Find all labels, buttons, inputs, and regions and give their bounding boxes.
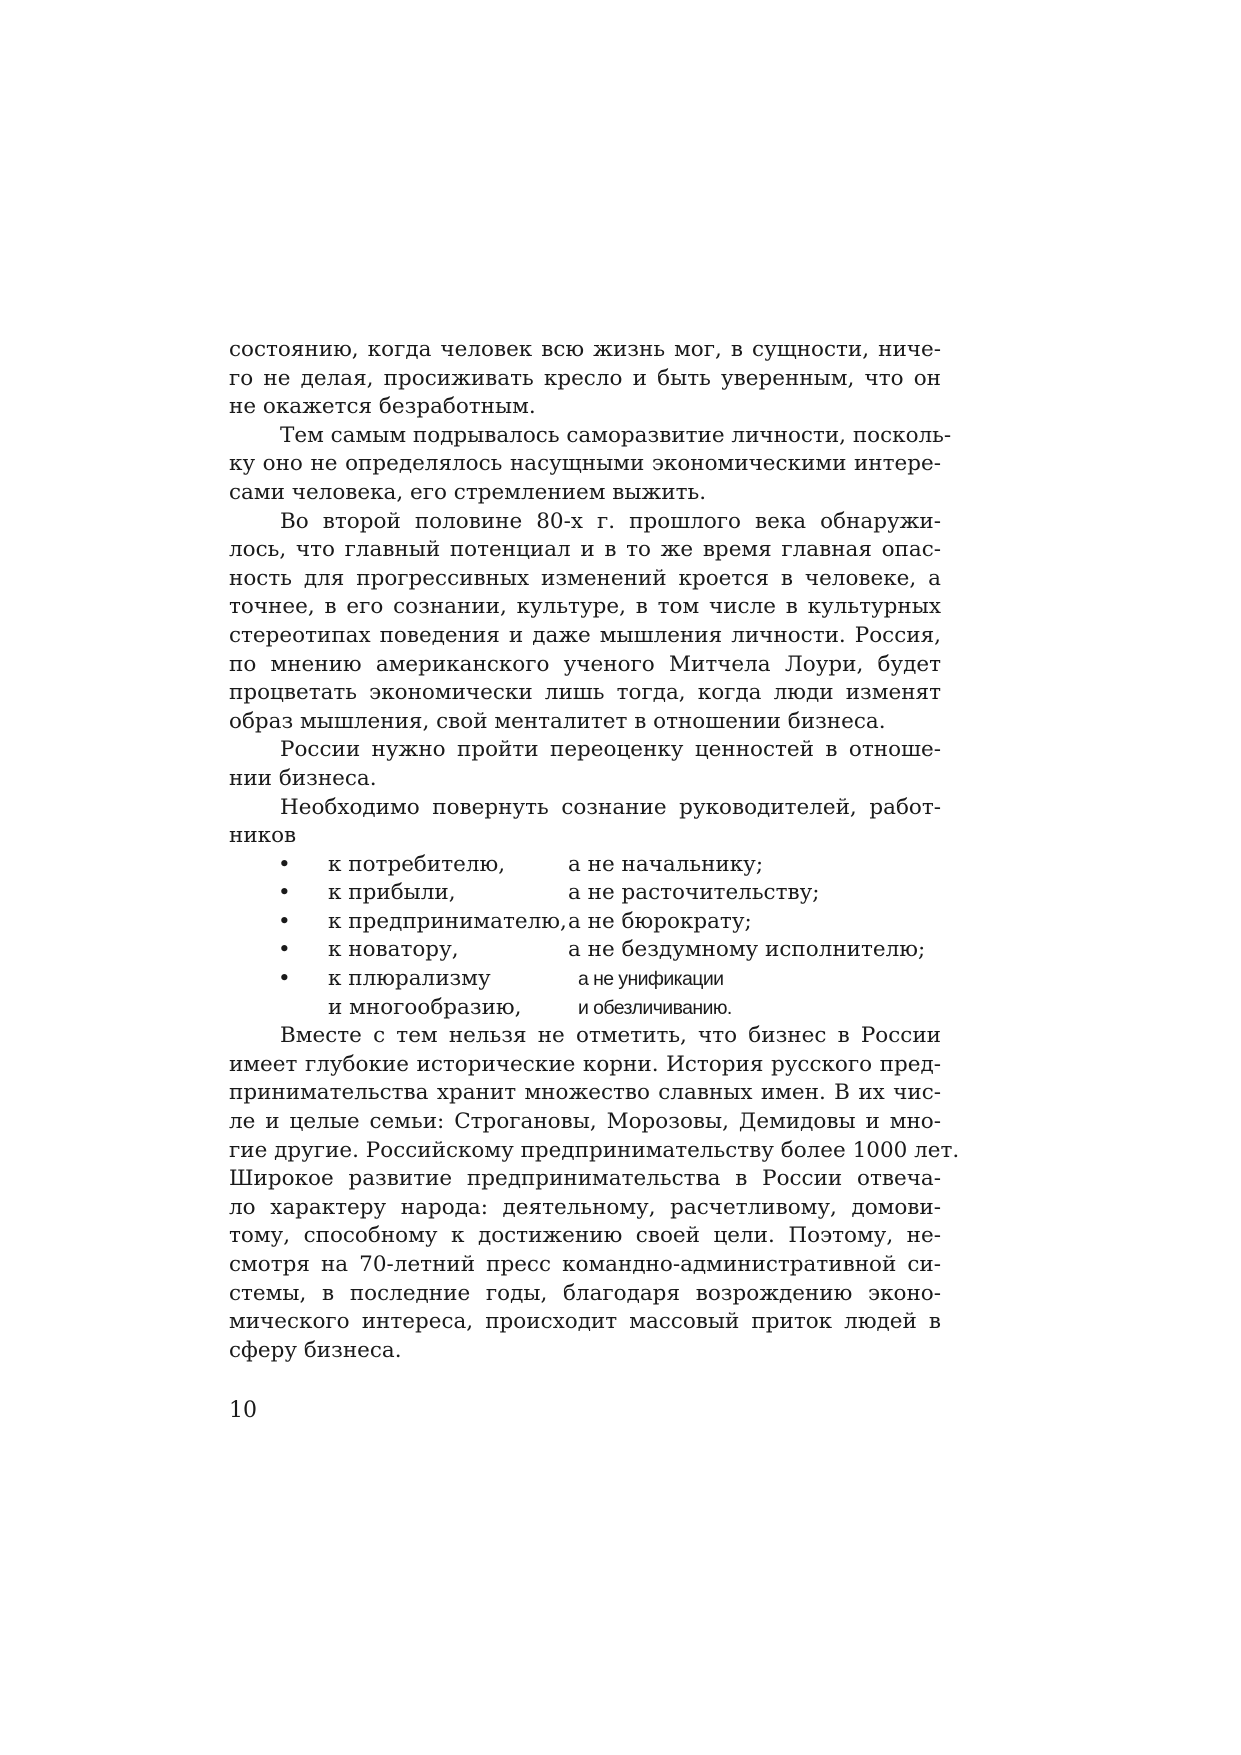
list-item — [229, 879, 941, 908]
text-line: сами человека, его стремлением выжить. — [229, 479, 707, 505]
text-line: го не делая, просиживать кресло и быть уверенным, что он — [229, 365, 941, 391]
text-line: ку оно не определялось насущными экономическими интере- — [229, 451, 941, 477]
text-line: гие другие. Российскому предпринимательству более 1000 лет. — [229, 1137, 960, 1163]
list-item-left: к потребителю, — [328, 851, 506, 877]
text-line: Широкое развитие предпринимательства в России отвеча- — [229, 1166, 941, 1192]
text-line: Вместе с тем нельзя не отметить, что бизнес в России — [280, 1023, 941, 1049]
bullet-icon: • — [278, 908, 291, 934]
text-line: лось, что главный потенциал и в то же время главная опас- — [229, 537, 941, 563]
bullet-icon: • — [278, 966, 291, 992]
list-item-right: а не унификации — [578, 968, 724, 991]
text-line: Необходимо повернуть сознание руководителей, работ- — [280, 794, 941, 820]
bullet-icon: • — [278, 880, 291, 906]
list-item-right: а не бюрократу; — [568, 908, 752, 934]
paragraph-1 — [229, 336, 941, 422]
text-line: состоянию, когда человек всю жизнь мог, в сущности, ниче- — [229, 337, 941, 362]
text-line: ников — [229, 823, 297, 849]
paragraph-4 — [229, 736, 941, 793]
text-line: стереотипах поведения и даже мышления личности. Россия, — [229, 622, 941, 648]
list-item-continuation — [229, 994, 941, 1023]
text-line: ле и целые семьи: Строгановы, Морозовы, Демидовы и мно- — [229, 1109, 941, 1135]
text-line: нии бизнеса. — [229, 765, 377, 791]
text-line: ность для прогрессивных изменений кроется в человеке, а — [229, 565, 941, 591]
text-line: имеет глубокие исторические корни. История русского пред- — [229, 1051, 941, 1077]
bullet-icon: • — [278, 851, 291, 877]
page-number: 10 — [229, 1398, 257, 1423]
text-line: принимательства хранит множество славных имен. В их чис- — [229, 1080, 941, 1106]
text-line: тому, способному к достижению своей цели. Поэтому, не- — [229, 1223, 941, 1249]
paragraph-3 — [229, 508, 941, 737]
text-line: стемы, в последние годы, благодаря возрождению эконо- — [229, 1280, 941, 1306]
text-line: России нужно пройти переоценку ценностей в отноше- — [280, 737, 941, 763]
list-item-left: к плюрализму — [328, 966, 491, 992]
paragraph-5 — [229, 794, 941, 851]
text-line: по мнению американского ученого Митчела Лоури, будет — [229, 651, 941, 677]
paragraph-6 — [229, 1022, 960, 1365]
bullet-spacer — [229, 994, 328, 1023]
text-line: ло характеру народа: деятельному, расчетливому, домови- — [229, 1194, 941, 1220]
text-line: сферу бизнеса. — [229, 1337, 402, 1363]
text-line: не окажется безработным. — [229, 394, 536, 420]
text-line: Во второй половине 80-х г. прошлого века обнаружи- — [280, 508, 941, 534]
text-line: мического интереса, происходит массовый приток людей в — [229, 1309, 941, 1335]
list-item — [229, 936, 941, 965]
list-item-right: а не бездумному исполнителю; — [568, 937, 926, 963]
list-item-right: и обезличиванию. — [578, 996, 732, 1019]
text-line: Тем самым подрывалось саморазвитие личности, посколь- — [280, 422, 952, 448]
list-item — [229, 908, 941, 937]
list-item-left: к новатору, — [328, 937, 459, 963]
list-item-left: и многообразию, — [328, 994, 522, 1020]
list-item — [229, 965, 941, 994]
list-item — [229, 851, 941, 880]
list-item-left: к предпринимателю, — [328, 908, 567, 934]
page-body — [229, 336, 960, 1365]
text-line: точнее, в его сознании, культуре, в том числе в культурных — [229, 594, 941, 620]
bullet-list — [229, 851, 941, 1023]
text-line: смотря на 70-летний пресс командно-административной си- — [229, 1252, 941, 1277]
text-line: образ мышления, свой менталитет в отношении бизнеса. — [229, 708, 886, 734]
bullet-icon: • — [278, 937, 291, 963]
list-item-left: к прибыли, — [328, 880, 456, 906]
list-item-right: а не начальнику; — [568, 851, 764, 877]
list-item-right: а не расточительству; — [568, 880, 820, 906]
paragraph-2 — [229, 422, 952, 508]
text-line: процветать экономически лишь тогда, когда люди изменят — [229, 680, 941, 706]
